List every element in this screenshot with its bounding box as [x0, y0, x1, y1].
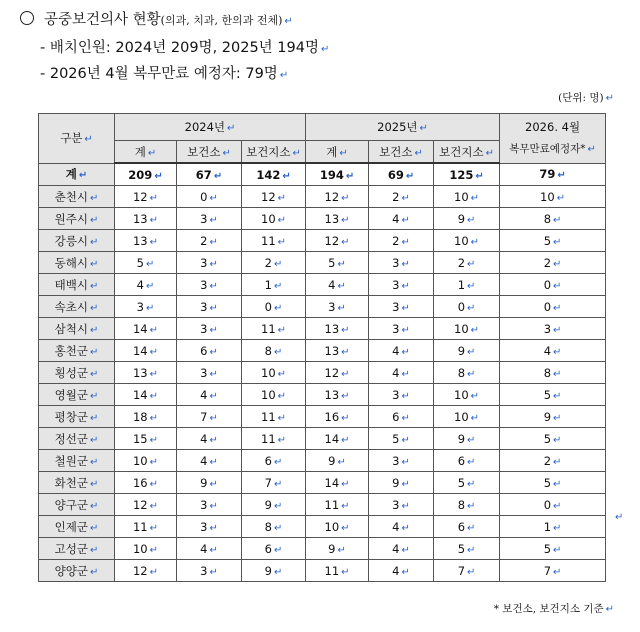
cell-value: 3 ↵ — [369, 318, 434, 340]
cell-value: 9 ↵ — [434, 340, 500, 362]
table-row — [39, 494, 606, 516]
row-label: 인제군 ↵ — [39, 516, 115, 538]
cell-value: 11 ↵ — [306, 560, 369, 582]
cell-value: 7 ↵ — [434, 560, 500, 582]
cell-value: 9 ↵ — [306, 450, 369, 472]
table-row — [39, 450, 606, 472]
cell-value: 67 ↵ — [177, 163, 242, 186]
footnote — [494, 601, 614, 616]
cell-value: 3 ↵ — [500, 318, 606, 340]
table-row — [39, 252, 606, 274]
cell-value: 0 ↵ — [177, 186, 242, 208]
cell-value: 4 ↵ — [369, 560, 434, 582]
table-row — [39, 274, 606, 296]
subheader-branch: 보건지소 ↵ — [242, 141, 306, 164]
cell-value: 4 ↵ — [306, 274, 369, 296]
table-row — [39, 384, 606, 406]
heading-subtitle: (의과, 치과, 한의과 전체) — [160, 14, 283, 27]
cell-value: 3 ↵ — [115, 296, 177, 318]
return-mark-icon: ↵ — [605, 93, 614, 104]
cell-value: 4 ↵ — [177, 538, 242, 560]
cell-value: 5 ↵ — [500, 428, 606, 450]
cell-value: 2 ↵ — [500, 252, 606, 274]
subheader-center: 보건소 ↵ — [177, 141, 242, 164]
cell-value: 5 ↵ — [434, 472, 500, 494]
cell-value: 4 ↵ — [115, 274, 177, 296]
cell-value: 5 ↵ — [500, 472, 606, 494]
cell-value: 6 ↵ — [434, 516, 500, 538]
cell-value: 14 ↵ — [115, 340, 177, 362]
cell-value: 14 ↵ — [306, 428, 369, 450]
cell-value: 7 ↵ — [500, 560, 606, 582]
bullet-circle-icon — [20, 11, 34, 25]
cell-value: 8 ↵ — [242, 340, 306, 362]
cell-value: 8 ↵ — [500, 362, 606, 384]
cell-value: 9 ↵ — [306, 538, 369, 560]
cell-value: 13 ↵ — [115, 362, 177, 384]
cell-value: 9 ↵ — [434, 428, 500, 450]
table-row — [39, 230, 606, 252]
cell-value: 14 ↵ — [115, 318, 177, 340]
cell-value: 8 ↵ — [500, 208, 606, 230]
table-row — [39, 406, 606, 428]
cell-value: 10 ↵ — [306, 516, 369, 538]
cell-value: 3 ↵ — [177, 274, 242, 296]
cell-value: 6 ↵ — [242, 450, 306, 472]
cell-value: 3 ↵ — [369, 296, 434, 318]
cell-value: 4 ↵ — [369, 516, 434, 538]
row-label: 계 ↵ — [39, 163, 115, 186]
cell-value: 4 ↵ — [369, 340, 434, 362]
row-label: 태백시 ↵ — [39, 274, 115, 296]
cell-value: 4 ↵ — [369, 362, 434, 384]
row-label: 원주시 ↵ — [39, 208, 115, 230]
cell-value: 3 ↵ — [369, 274, 434, 296]
cell-value: 69 ↵ — [369, 163, 434, 186]
row-label: 횡성군 ↵ — [39, 362, 115, 384]
cell-value: 3 ↵ — [177, 560, 242, 582]
cell-value: 2 ↵ — [177, 230, 242, 252]
cell-value: 14 ↵ — [115, 384, 177, 406]
header-region: 구분 ↵ — [39, 114, 115, 164]
cell-value: 8 ↵ — [434, 362, 500, 384]
cell-value: 3 ↵ — [369, 494, 434, 516]
cell-value: 10 ↵ — [434, 406, 500, 428]
cell-value: 10 ↵ — [115, 538, 177, 560]
cell-value: 3 ↵ — [306, 296, 369, 318]
cell-value: 125 ↵ — [434, 163, 500, 186]
return-mark-icon: ↵ — [615, 512, 624, 523]
cell-value: 5 ↵ — [434, 538, 500, 560]
cell-value: 0 ↵ — [500, 274, 606, 296]
cell-value: 10 ↵ — [242, 208, 306, 230]
cell-value: 209 ↵ — [115, 163, 177, 186]
cell-value: 13 ↵ — [115, 230, 177, 252]
cell-value: 6 ↵ — [242, 538, 306, 560]
table-row — [39, 516, 606, 538]
cell-value: 3 ↵ — [177, 494, 242, 516]
cell-value: 16 ↵ — [115, 472, 177, 494]
cell-value: 12 ↵ — [306, 186, 369, 208]
table-row — [39, 296, 606, 318]
cell-value: 1 ↵ — [434, 274, 500, 296]
cell-value: 8 ↵ — [242, 516, 306, 538]
cell-value: 9 ↵ — [434, 208, 500, 230]
cell-value: 194 ↵ — [306, 163, 369, 186]
cell-value: 142 ↵ — [242, 163, 306, 186]
heading-line-staffing — [40, 36, 329, 57]
cell-value: 11 ↵ — [242, 428, 306, 450]
cell-value: 3 ↵ — [369, 450, 434, 472]
cell-value: 16 ↵ — [306, 406, 369, 428]
cell-value: 5 ↵ — [115, 252, 177, 274]
cell-value: 3 ↵ — [369, 252, 434, 274]
cell-value: 2 ↵ — [434, 252, 500, 274]
cell-value: 3 ↵ — [177, 208, 242, 230]
cell-value: 12 ↵ — [115, 494, 177, 516]
cell-value: 9 ↵ — [500, 406, 606, 428]
table-row — [39, 318, 606, 340]
cell-value: 10 ↵ — [115, 450, 177, 472]
cell-value: 9 ↵ — [177, 472, 242, 494]
row-label: 강릉시 ↵ — [39, 230, 115, 252]
cell-value: 5 ↵ — [369, 428, 434, 450]
row-label: 동해시 ↵ — [39, 252, 115, 274]
expiry-text: - 2026년 4월 복무만료 예정자: 79명 — [40, 66, 278, 82]
cell-value: 11 ↵ — [306, 494, 369, 516]
staffing-text: - 배치인원: 2024년 209명, 2025년 194명 — [40, 40, 319, 56]
cell-value: 0 ↵ — [500, 494, 606, 516]
cell-value: 12 ↵ — [306, 362, 369, 384]
cell-value: 3 ↵ — [177, 296, 242, 318]
header-2025: 2025년 ↵ — [306, 114, 500, 141]
cell-value: 5 ↵ — [500, 384, 606, 406]
cell-value: 5 ↵ — [500, 538, 606, 560]
row-label: 화천군 ↵ — [39, 472, 115, 494]
row-label: 양구군 ↵ — [39, 494, 115, 516]
cell-value: 3 ↵ — [177, 252, 242, 274]
table-header-row — [39, 114, 606, 141]
row-label: 평창군 ↵ — [39, 406, 115, 428]
cell-value: 11 ↵ — [242, 318, 306, 340]
cell-value: 10 ↵ — [434, 186, 500, 208]
cell-value: 11 ↵ — [242, 230, 306, 252]
cell-value: 11 ↵ — [242, 406, 306, 428]
cell-value: 7 ↵ — [242, 472, 306, 494]
cell-value: 9 ↵ — [369, 472, 434, 494]
return-mark-icon: ↵ — [605, 604, 614, 615]
return-mark-icon: ↵ — [320, 44, 330, 55]
cell-value: 3 ↵ — [177, 318, 242, 340]
cell-value: 18 ↵ — [115, 406, 177, 428]
cell-value: 12 ↵ — [115, 560, 177, 582]
row-label: 춘천시 ↵ — [39, 186, 115, 208]
cell-value: 4 ↵ — [369, 208, 434, 230]
cell-value: 0 ↵ — [242, 296, 306, 318]
cell-value: 13 ↵ — [306, 340, 369, 362]
cell-value: 13 ↵ — [115, 208, 177, 230]
cell-value: 5 ↵ — [500, 230, 606, 252]
cell-value: 11 ↵ — [115, 516, 177, 538]
cell-value: 1 ↵ — [500, 516, 606, 538]
subheader-center: 보건소 ↵ — [369, 141, 434, 164]
cell-value: 4 ↵ — [177, 450, 242, 472]
cell-value: 7 ↵ — [177, 406, 242, 428]
cell-value: 10 ↵ — [242, 384, 306, 406]
row-label: 정선군 ↵ — [39, 428, 115, 450]
cell-value: 12 ↵ — [242, 186, 306, 208]
cell-value: 2 ↵ — [500, 450, 606, 472]
cell-value: 10 ↵ — [500, 186, 606, 208]
subheader-total: 계 ↵ — [306, 141, 369, 164]
cell-value: 9 ↵ — [242, 560, 306, 582]
table-row — [39, 362, 606, 384]
cell-value: 10 ↵ — [434, 230, 500, 252]
row-label: 양양군 ↵ — [39, 560, 115, 582]
cell-value: 2 ↵ — [369, 186, 434, 208]
cell-value: 6 ↵ — [369, 406, 434, 428]
unit-text: (단위: 명) — [558, 92, 604, 104]
cell-value: 0 ↵ — [500, 296, 606, 318]
table-row — [39, 428, 606, 450]
cell-value: 6 ↵ — [434, 450, 500, 472]
table-row — [39, 186, 606, 208]
header-2024: 2024년 ↵ — [115, 114, 306, 141]
unit-label — [558, 90, 614, 105]
table-row — [39, 208, 606, 230]
header-2026-expiry: 2026. 4월 복무만료예정자* ↵ — [500, 114, 606, 164]
cell-value: 15 ↵ — [115, 428, 177, 450]
row-label: 홍천군 ↵ — [39, 340, 115, 362]
row-label: 철원군 ↵ — [39, 450, 115, 472]
cell-value: 2 ↵ — [369, 230, 434, 252]
cell-value: 79 ↵ — [500, 163, 606, 186]
cell-value: 13 ↵ — [306, 384, 369, 406]
cell-value: 12 ↵ — [306, 230, 369, 252]
cell-value: 14 ↵ — [306, 472, 369, 494]
cell-value: 10 ↵ — [434, 384, 500, 406]
cell-value: 3 ↵ — [369, 384, 434, 406]
row-label: 고성군 ↵ — [39, 538, 115, 560]
cell-value: 3 ↵ — [177, 516, 242, 538]
return-mark-icon: ↵ — [279, 70, 289, 81]
cell-value: 13 ↵ — [306, 208, 369, 230]
table-row — [39, 340, 606, 362]
cell-value: 4 ↵ — [369, 538, 434, 560]
cell-value: 4 ↵ — [177, 428, 242, 450]
heading-title-line — [20, 8, 293, 29]
footnote-text: * 보건소, 보건지소 기준 — [493, 603, 604, 615]
cell-value: 5 ↵ — [306, 252, 369, 274]
row-label: 영월군 ↵ — [39, 384, 115, 406]
cell-value: 13 ↵ — [306, 318, 369, 340]
table-row — [39, 472, 606, 494]
cell-value: 1 ↵ — [242, 274, 306, 296]
cell-value: 0 ↵ — [434, 296, 500, 318]
row-label: 속초시 ↵ — [39, 296, 115, 318]
cell-value: 10 ↵ — [242, 362, 306, 384]
cell-value: 4 ↵ — [177, 384, 242, 406]
table-row — [39, 560, 606, 582]
cell-value: 6 ↵ — [177, 340, 242, 362]
cell-value: 4 ↵ — [500, 340, 606, 362]
heading-line-expiry — [40, 62, 288, 83]
subheader-branch: 보건지소 ↵ — [434, 141, 500, 164]
cell-value: 10 ↵ — [434, 318, 500, 340]
return-mark-icon: ↵ — [284, 16, 293, 27]
subheader-total: 계 ↵ — [115, 141, 177, 164]
heading-title: 공중보건의사 현황 — [44, 12, 161, 28]
cell-value: 8 ↵ — [434, 494, 500, 516]
row-label: 삼척시 ↵ — [39, 318, 115, 340]
cell-value: 12 ↵ — [115, 186, 177, 208]
cell-value: 2 ↵ — [242, 252, 306, 274]
table-total-row — [39, 163, 606, 186]
cell-value: 3 ↵ — [177, 362, 242, 384]
table-row — [39, 538, 606, 560]
cell-value: 9 ↵ — [242, 494, 306, 516]
doctor-status-table — [38, 113, 606, 582]
